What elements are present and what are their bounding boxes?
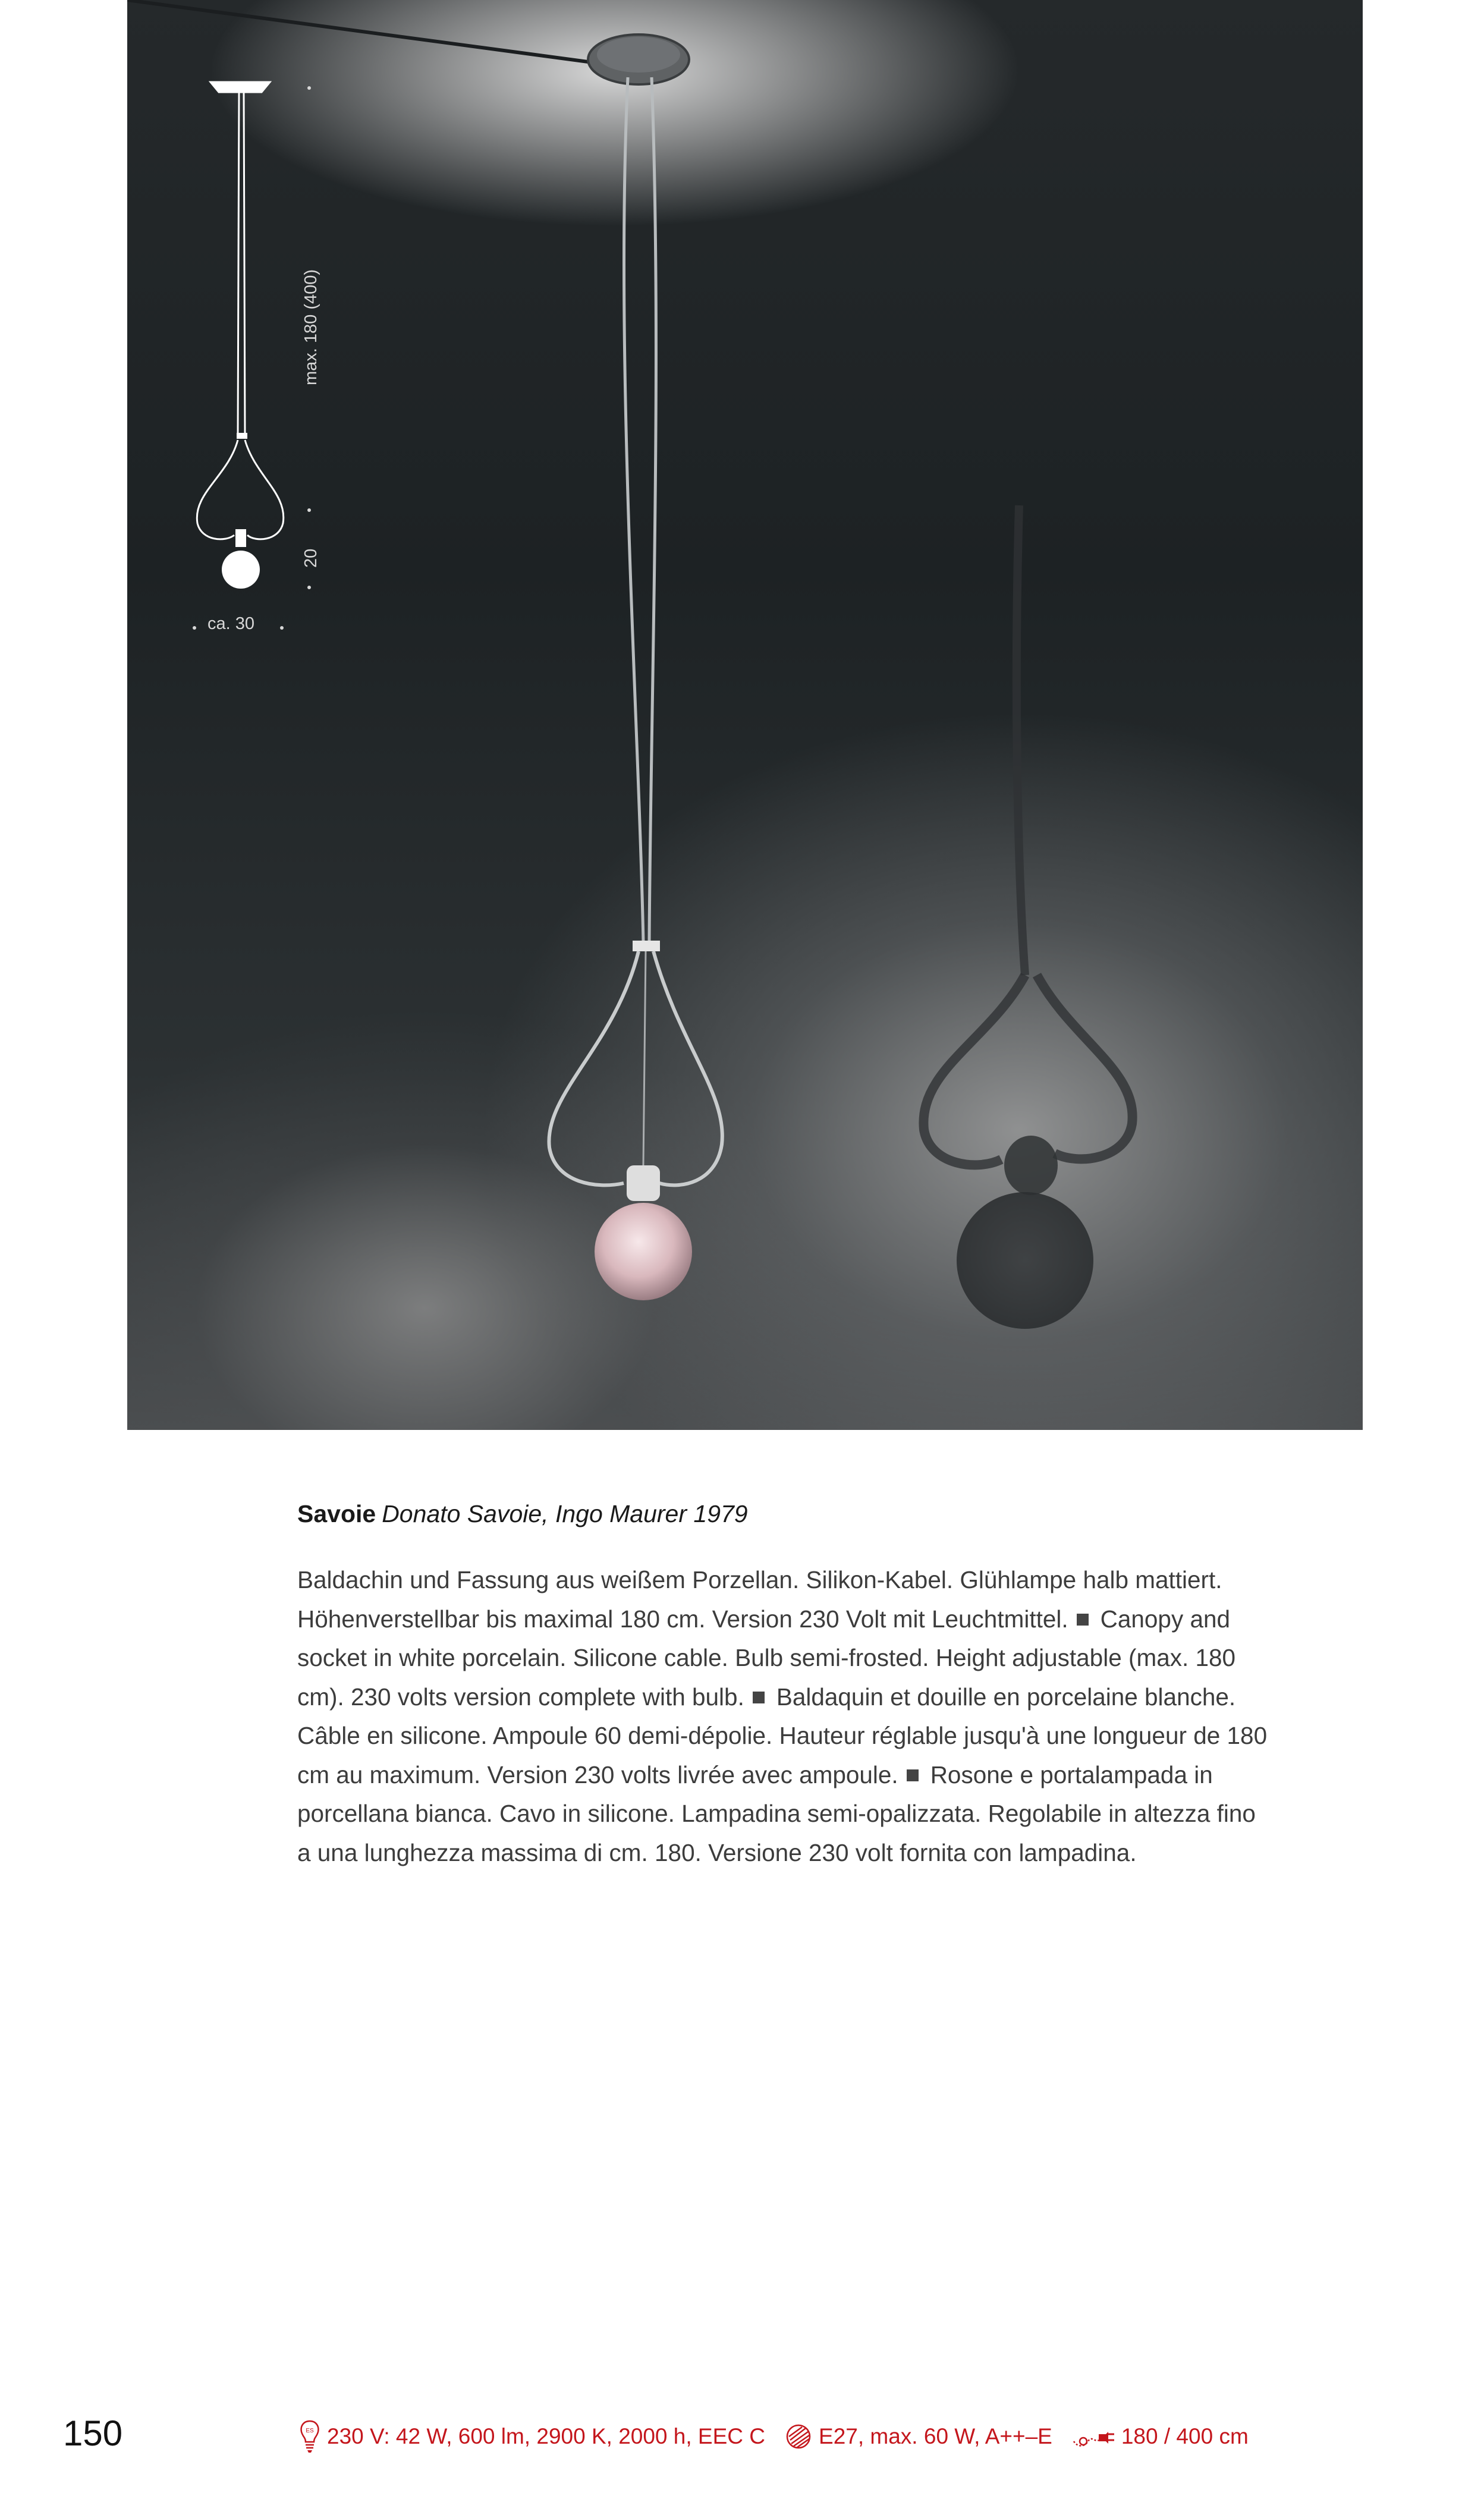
dimension-dot (307, 586, 311, 589)
bulb-dimension-label: 20 (301, 548, 320, 568)
page-number: 150 (63, 2413, 123, 2453)
spec-cable-length: 180 / 400 cm (1121, 2424, 1249, 2448)
dimension-dot (307, 508, 311, 512)
description-english: Canopy and socket in white porcelain. Silicone cable. Bulb semi-frosted. Height adjustable (max. 180 cm). 230 volts version complete with bulb. (297, 1605, 1236, 1711)
dimension-dot (307, 86, 311, 90)
height-dimension-label: max. 180 (400) (301, 269, 320, 385)
lightbulb-icon (298, 2419, 321, 2454)
product-description (297, 1561, 1269, 1872)
width-dimension-label: ca. 30 (207, 614, 254, 633)
dimension-dot (280, 626, 284, 630)
product-photo (127, 0, 1363, 1430)
cable-plug-icon (1071, 2423, 1115, 2450)
language-separator (753, 1692, 765, 1703)
product-title (297, 1500, 1308, 1528)
language-separator (1077, 1614, 1089, 1626)
spec-power: 230 V: 42 W, 600 lm, 2900 K, 2000 h, EEC C (327, 2424, 766, 2448)
spec-socket: E27, max. 60 W, A++–E (819, 2424, 1052, 2448)
svg-text:ES: ES (306, 2428, 314, 2434)
description-french: Baldaquin et douille en porcelaine blanche. Câble en silicone. Ampoule 60 demi-dépolie. Hauteur réglable jusqu'à une longueur de 180 cm au maximum. Version 230 volts livrée avec ampoule. (297, 1683, 1268, 1788)
lamp-illustration (127, 0, 1363, 1430)
product-designer: Donato Savoie, Ingo Maurer 1979 (382, 1500, 748, 1527)
dimension-dot (193, 626, 196, 630)
description-german: Baldachin und Fassung aus weißem Porzellan. Silikon-Kabel. Glühlampe halb mattiert. Höhenverstellbar bis maximal 180 cm. Version 230 Volt mit Leuchtmittel. (297, 1566, 1222, 1633)
product-name: Savoie (297, 1500, 376, 1527)
description-italian: Rosone e portalampada in porcellana bianca. Cavo in silicone. Lampadina semi-opalizzata. Regolabile in altezza fino a una lunghezza massima di cm. 180. Versione 230 volt fornita con lampadina. (297, 1761, 1256, 1866)
spec-footer (298, 2419, 1249, 2454)
language-separator (907, 1769, 919, 1781)
socket-icon (784, 2422, 813, 2451)
